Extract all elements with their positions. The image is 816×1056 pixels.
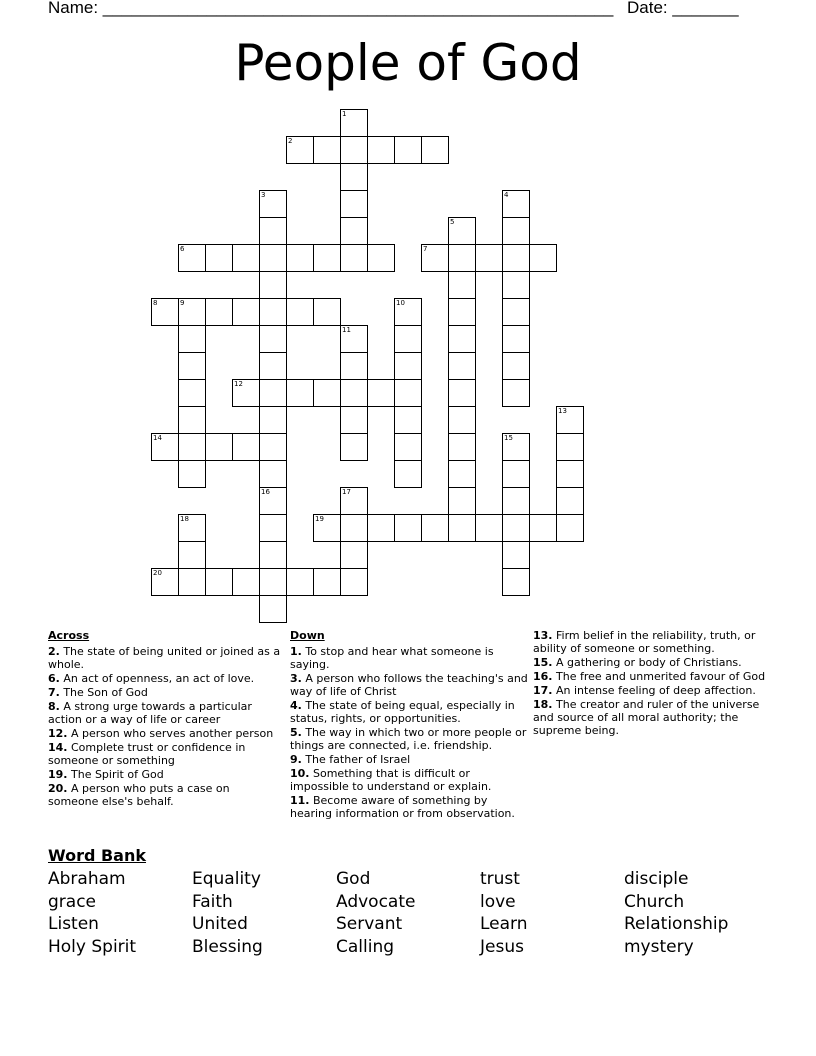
clue xyxy=(48,782,283,808)
clue-number: 6. xyxy=(48,672,60,685)
grid-cell[interactable] xyxy=(259,352,287,380)
grid-cell[interactable] xyxy=(286,568,314,596)
grid-cell[interactable] xyxy=(340,433,368,461)
clue-text: Complete trust or confidence in someone or something xyxy=(48,741,246,767)
clue-number: 14 xyxy=(153,434,162,442)
grid-cell[interactable] xyxy=(502,568,530,596)
word-bank-word: United xyxy=(192,914,248,935)
clue xyxy=(48,741,283,767)
grid-cell[interactable] xyxy=(556,460,584,488)
grid-cell[interactable] xyxy=(394,460,422,488)
clue-text: A person who follows the teaching's and way of life of Christ xyxy=(290,672,528,698)
grid-cell[interactable] xyxy=(394,406,422,434)
word-bank-word: Relationship xyxy=(624,914,729,935)
grid-cell[interactable] xyxy=(448,271,476,299)
clue-text: The Son of God xyxy=(59,686,148,699)
clue xyxy=(290,645,530,671)
clue xyxy=(290,672,530,698)
grid-cell[interactable] xyxy=(286,136,314,164)
grid-cell[interactable] xyxy=(448,244,476,272)
grid-cell[interactable] xyxy=(502,298,530,326)
grid-cell[interactable] xyxy=(421,514,449,542)
grid-cell[interactable] xyxy=(340,379,368,407)
grid-cell[interactable] xyxy=(448,460,476,488)
clue-text: A person who puts a case on someone else's behalf. xyxy=(48,782,230,808)
grid-cell[interactable] xyxy=(556,406,584,434)
clue xyxy=(48,645,283,671)
grid-cell[interactable] xyxy=(205,244,233,272)
grid-cell[interactable] xyxy=(502,487,530,515)
clue-number: 3 xyxy=(261,191,266,199)
word-bank-title: Word Bank xyxy=(48,846,147,865)
grid-cell[interactable] xyxy=(448,298,476,326)
word-bank-word: grace xyxy=(48,891,97,912)
clue-number: 11 xyxy=(342,326,351,334)
grid-cell[interactable] xyxy=(178,541,206,569)
page-title: People of God xyxy=(234,34,582,92)
word-bank-word: Servant xyxy=(336,914,403,935)
grid-cell[interactable] xyxy=(205,433,233,461)
clue-number: 10. xyxy=(290,767,310,780)
word-bank-word: Abraham xyxy=(48,869,126,889)
clue-number: 15 xyxy=(504,434,513,442)
clue-number: 11. xyxy=(290,794,310,807)
word-bank-word: Calling xyxy=(336,937,395,958)
clue-text: An act of openness, an act of love. xyxy=(59,672,255,685)
grid-cell[interactable] xyxy=(502,325,530,353)
grid-cell[interactable] xyxy=(178,379,206,407)
grid-cell[interactable] xyxy=(259,595,287,623)
grid-cell[interactable] xyxy=(340,244,368,272)
grid-cell[interactable] xyxy=(394,379,422,407)
grid-cell[interactable] xyxy=(259,298,287,326)
clue-number: 14. xyxy=(48,741,68,754)
grid-cell[interactable] xyxy=(178,244,206,272)
grid-cell[interactable] xyxy=(313,136,341,164)
clue-number: 5. xyxy=(290,726,302,739)
grid-cell[interactable] xyxy=(232,298,260,326)
clue-text: The state of being united or joined as a whole. xyxy=(48,645,281,671)
grid-cell[interactable] xyxy=(502,514,530,542)
word-bank-word: mystery xyxy=(624,937,694,958)
clue-text: The state of being equal, especially in status, rights, or opportunities. xyxy=(290,699,515,725)
word-bank-word: Learn xyxy=(480,914,528,935)
grid-cell[interactable] xyxy=(259,217,287,245)
grid-cell[interactable] xyxy=(394,298,422,326)
clue-number: 16 xyxy=(261,488,270,496)
clue xyxy=(290,699,530,725)
grid-cell[interactable] xyxy=(178,568,206,596)
word-bank-word: Advocate xyxy=(336,891,416,912)
grid-cell[interactable] xyxy=(178,298,206,326)
grid-cell[interactable] xyxy=(259,460,287,488)
grid-cell[interactable] xyxy=(394,325,422,353)
clue-text: To stop and hear what someone is saying. xyxy=(290,645,494,671)
clue-number: 7. xyxy=(48,686,60,699)
down-clue-list xyxy=(290,645,530,820)
grid-cell[interactable] xyxy=(448,487,476,515)
clue-number: 17. xyxy=(533,684,553,697)
grid-cell[interactable] xyxy=(448,325,476,353)
clue-number: 8. xyxy=(48,700,60,713)
clue-number: 13 xyxy=(558,407,567,415)
grid-cell[interactable] xyxy=(259,379,287,407)
grid-cell[interactable] xyxy=(529,514,557,542)
grid-cell[interactable] xyxy=(178,514,206,542)
clue-number: 20 xyxy=(153,569,162,577)
clue-text: The free and unmerited favour of God xyxy=(552,670,766,683)
word-bank-word: Blessing xyxy=(192,937,263,958)
clue-number: 16. xyxy=(533,670,553,683)
grid-cell[interactable] xyxy=(340,163,368,191)
grid-cell[interactable] xyxy=(394,514,422,542)
clue-text: A person who serves another person xyxy=(67,727,274,740)
grid-cell[interactable] xyxy=(340,109,368,137)
grid-cell[interactable] xyxy=(340,325,368,353)
grid-cell[interactable] xyxy=(340,217,368,245)
grid-cell[interactable] xyxy=(259,190,287,218)
grid-cell[interactable] xyxy=(340,568,368,596)
clue-number: 18 xyxy=(180,515,189,523)
down-clue-list-continued xyxy=(533,629,768,737)
clue xyxy=(48,727,283,740)
grid-cell[interactable] xyxy=(340,514,368,542)
clue-number: 10 xyxy=(396,299,405,307)
date-field[interactable]: Date: _______ xyxy=(627,0,739,17)
clue-number: 4 xyxy=(504,191,509,199)
grid-cell[interactable] xyxy=(502,217,530,245)
clue-text: The way in which two or more people or things are connected, i.e. friendship. xyxy=(290,726,527,752)
clue xyxy=(290,726,530,752)
grid-cell[interactable] xyxy=(448,406,476,434)
grid-cell[interactable] xyxy=(205,298,233,326)
clue-number: 9. xyxy=(290,753,302,766)
grid-cell[interactable] xyxy=(367,244,395,272)
grid-cell[interactable] xyxy=(313,244,341,272)
grid-cell[interactable] xyxy=(394,352,422,380)
grid-cell[interactable] xyxy=(367,136,395,164)
word-bank-word: Church xyxy=(624,891,685,912)
grid-cell[interactable] xyxy=(502,433,530,461)
grid-cell[interactable] xyxy=(340,541,368,569)
clue-text: The creator and ruler of the universe and source of all moral authority; the supreme being. xyxy=(533,698,760,737)
grid-cell[interactable] xyxy=(502,271,530,299)
grid-cell[interactable] xyxy=(502,460,530,488)
grid-cell[interactable] xyxy=(259,325,287,353)
grid-cell[interactable] xyxy=(475,514,503,542)
clue-number: 9 xyxy=(180,299,185,307)
grid-cell[interactable] xyxy=(259,514,287,542)
grid-cell[interactable] xyxy=(286,244,314,272)
across-clue-list xyxy=(48,645,283,808)
grid-cell[interactable] xyxy=(394,136,422,164)
grid-cell[interactable] xyxy=(259,433,287,461)
clue xyxy=(48,768,283,781)
grid-cell[interactable] xyxy=(232,433,260,461)
grid-cell[interactable] xyxy=(151,568,179,596)
clue-text: A strong urge towards a particular action or a way of life or career xyxy=(48,700,252,726)
clue-number: 1 xyxy=(342,110,347,118)
across-clues xyxy=(48,629,283,809)
grid-cell[interactable] xyxy=(151,298,179,326)
clue-number: 1. xyxy=(290,645,302,658)
clue xyxy=(290,767,530,793)
grid-cell[interactable] xyxy=(232,568,260,596)
grid-cell[interactable] xyxy=(313,298,341,326)
grid-cell[interactable] xyxy=(448,379,476,407)
word-bank-word: God xyxy=(336,869,371,889)
grid-cell[interactable] xyxy=(232,379,260,407)
word-bank-word: disciple xyxy=(624,869,689,889)
clue-text: Firm belief in the reliability, truth, or ability of someone or something. xyxy=(533,629,756,655)
clue-number: 15. xyxy=(533,656,553,669)
grid-cell[interactable] xyxy=(556,514,584,542)
grid-cell[interactable] xyxy=(367,379,395,407)
clue-number: 19. xyxy=(48,768,68,781)
clue-number: 5 xyxy=(450,218,455,226)
grid-cell[interactable] xyxy=(205,568,233,596)
grid-cell[interactable] xyxy=(340,190,368,218)
grid-cell[interactable] xyxy=(313,379,341,407)
grid-cell[interactable] xyxy=(340,136,368,164)
across-heading: Across xyxy=(48,629,90,642)
clue-number: 20. xyxy=(48,782,68,795)
grid-cell[interactable] xyxy=(502,244,530,272)
word-bank-word: Equality xyxy=(192,869,261,889)
grid-cell[interactable] xyxy=(286,298,314,326)
grid-cell[interactable] xyxy=(502,190,530,218)
word-bank-word: Faith xyxy=(192,891,233,912)
clue xyxy=(533,656,768,669)
clue-text: The father of Israel xyxy=(301,753,411,766)
word-bank xyxy=(48,846,768,959)
clue-text: Something that is difficult or impossible to understand or explain. xyxy=(290,767,492,793)
clue-number: 2 xyxy=(288,137,293,145)
grid-cell[interactable] xyxy=(448,514,476,542)
grid-cell[interactable] xyxy=(448,352,476,380)
grid-cell[interactable] xyxy=(232,244,260,272)
grid-cell[interactable] xyxy=(502,541,530,569)
grid-cell[interactable] xyxy=(259,406,287,434)
word-bank-grid xyxy=(48,868,768,959)
grid-cell[interactable] xyxy=(259,271,287,299)
clue-text: Become aware of something by hearing information or from observation. xyxy=(290,794,515,820)
grid-cell[interactable] xyxy=(178,460,206,488)
clue-text: The Spirit of God xyxy=(67,768,164,781)
grid-cell[interactable] xyxy=(340,406,368,434)
clue xyxy=(48,672,283,685)
clue xyxy=(290,753,530,766)
clue-number: 3. xyxy=(290,672,302,685)
grid-cell[interactable] xyxy=(556,433,584,461)
clue xyxy=(533,670,768,683)
grid-cell[interactable] xyxy=(259,568,287,596)
grid-cell[interactable] xyxy=(178,325,206,353)
grid-cell[interactable] xyxy=(421,244,449,272)
grid-cell[interactable] xyxy=(340,352,368,380)
word-bank-word: Holy Spirit xyxy=(48,937,137,958)
down-heading: Down xyxy=(290,629,325,642)
grid-cell[interactable] xyxy=(313,568,341,596)
grid-cell[interactable] xyxy=(178,406,206,434)
name-field[interactable]: Name: ______________________________________________________ xyxy=(48,0,614,17)
clue-number: 2. xyxy=(48,645,60,658)
grid-cell[interactable] xyxy=(394,433,422,461)
grid-cell[interactable] xyxy=(151,433,179,461)
clue xyxy=(48,700,283,726)
clue xyxy=(48,686,283,699)
grid-cell[interactable] xyxy=(178,433,206,461)
clue-number: 12 xyxy=(234,380,243,388)
grid-cell[interactable] xyxy=(502,352,530,380)
clue xyxy=(290,794,530,820)
grid-cell[interactable] xyxy=(421,136,449,164)
grid-cell[interactable] xyxy=(259,487,287,515)
grid-cell[interactable] xyxy=(502,379,530,407)
clue-text: An intense feeling of deep affection. xyxy=(552,684,756,697)
word-bank-word: trust xyxy=(480,869,520,889)
grid-cell[interactable] xyxy=(448,217,476,245)
word-bank-word: Jesus xyxy=(480,937,524,958)
clue-number: 13. xyxy=(533,629,553,642)
clue-number: 4. xyxy=(290,699,302,712)
word-bank-word: love xyxy=(480,891,516,912)
clue-number: 6 xyxy=(180,245,185,253)
clue xyxy=(533,629,768,655)
grid-cell[interactable] xyxy=(313,514,341,542)
clue xyxy=(533,684,768,697)
clue-number: 18. xyxy=(533,698,553,711)
clue-text: A gathering or body of Christians. xyxy=(552,656,742,669)
grid-cell[interactable] xyxy=(475,244,503,272)
grid-cell[interactable] xyxy=(448,433,476,461)
clue-number: 17 xyxy=(342,488,351,496)
grid-cell[interactable] xyxy=(178,352,206,380)
grid-cell[interactable] xyxy=(259,244,287,272)
clue-number: 7 xyxy=(423,245,428,253)
grid-cell[interactable] xyxy=(340,487,368,515)
clue xyxy=(533,698,768,737)
grid-cell[interactable] xyxy=(556,487,584,515)
grid-cell[interactable] xyxy=(259,541,287,569)
grid-cell[interactable] xyxy=(529,244,557,272)
down-clues xyxy=(290,629,530,821)
grid-cell[interactable] xyxy=(286,379,314,407)
clue-number: 19 xyxy=(315,515,324,523)
clue-number: 8 xyxy=(153,299,158,307)
down-clues-continued xyxy=(533,629,768,738)
clue-number: 12. xyxy=(48,727,68,740)
grid-cell[interactable] xyxy=(367,514,395,542)
word-bank-word: Listen xyxy=(48,914,99,935)
